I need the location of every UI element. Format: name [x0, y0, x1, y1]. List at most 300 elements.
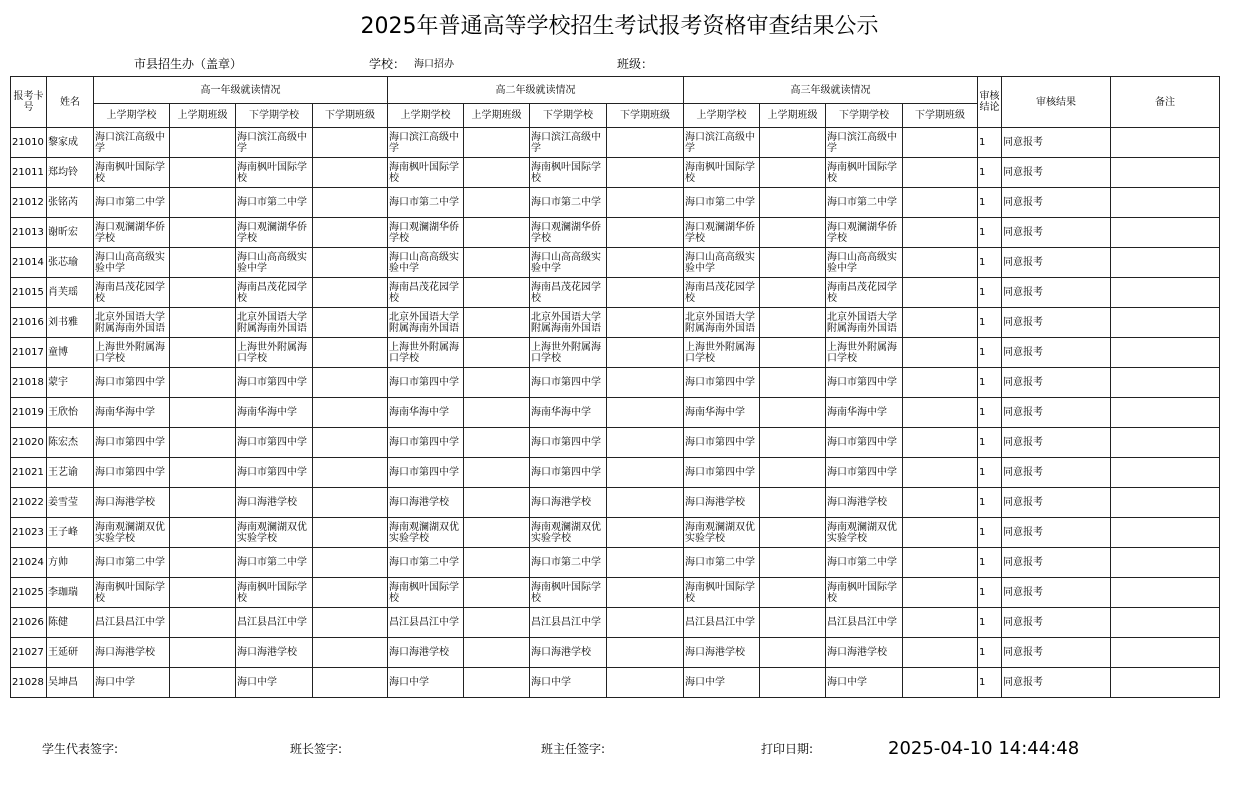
cell-name: 童博 [47, 338, 94, 368]
cell-grade3-lower-school: 海南枫叶国际学校 [826, 578, 903, 608]
cell-grade2-upper-school: 海南枫叶国际学校 [388, 158, 464, 188]
cell-grade1-upper-school: 海口海港学校 [94, 638, 170, 668]
cell-grade3-lower-school: 昌江县昌江中学 [826, 608, 903, 638]
cell-conclusion: 1 [978, 218, 1002, 248]
cell-grade2-upper-class [464, 518, 530, 548]
cell-grade1-upper-school: 海南华海中学 [94, 398, 170, 428]
cell-grade2-lower-school: 海口市第四中学 [530, 458, 607, 488]
subheader-lower-school: 下学期学校 [826, 104, 903, 128]
cell-result: 同意报考 [1002, 338, 1111, 368]
subheader-lower-class: 下学期班级 [903, 104, 978, 128]
cell-result: 同意报考 [1002, 638, 1111, 668]
cell-grade1-lower-school: 海口滨江高级中学 [236, 128, 313, 158]
cell-grade3-lower-school: 上海世外附属海口学校 [826, 338, 903, 368]
cell-grade3-lower-school: 海南观澜湖双优实验学校 [826, 518, 903, 548]
cell-grade2-lower-class [607, 428, 684, 458]
cell-grade1-upper-school: 海口海港学校 [94, 488, 170, 518]
cell-name: 陈宏杰 [47, 428, 94, 458]
cell-grade1-lower-class [313, 398, 388, 428]
cell-grade2-upper-class [464, 458, 530, 488]
cell-grade2-lower-class [607, 278, 684, 308]
cell-conclusion: 1 [978, 668, 1002, 698]
cell-grade1-lower-class [313, 578, 388, 608]
cell-grade1-upper-school: 北京外国语大学附属海南外国语 [94, 308, 170, 338]
cell-grade3-lower-class [903, 548, 978, 578]
cell-grade1-upper-school: 海口滨江高级中学 [94, 128, 170, 158]
cell-grade1-lower-school: 海南华海中学 [236, 398, 313, 428]
cell-exam-no: 21017 [11, 338, 47, 368]
cell-grade3-upper-class [760, 158, 826, 188]
cell-grade1-lower-class [313, 638, 388, 668]
cell-result: 同意报考 [1002, 188, 1111, 218]
cell-grade1-lower-school: 海口中学 [236, 668, 313, 698]
cell-grade3-upper-school: 海口滨江高级中学 [684, 128, 760, 158]
cell-result: 同意报考 [1002, 158, 1111, 188]
cell-remark [1111, 218, 1220, 248]
cell-grade1-upper-class [170, 308, 236, 338]
cell-grade3-lower-class [903, 518, 978, 548]
cell-grade1-upper-class [170, 488, 236, 518]
cell-grade1-upper-class [170, 248, 236, 278]
cell-remark [1111, 308, 1220, 338]
cell-grade1-lower-class [313, 308, 388, 338]
cell-grade3-upper-school: 海口市第二中学 [684, 188, 760, 218]
cell-grade2-upper-class [464, 578, 530, 608]
cell-grade2-upper-class [464, 338, 530, 368]
cell-grade2-lower-class [607, 398, 684, 428]
cell-grade2-lower-school: 海口市第四中学 [530, 368, 607, 398]
cell-result: 同意报考 [1002, 548, 1111, 578]
cell-grade1-lower-school: 海口观澜湖华侨学校 [236, 218, 313, 248]
cell-grade1-upper-school: 海南枫叶国际学校 [94, 158, 170, 188]
cell-conclusion: 1 [978, 368, 1002, 398]
cell-grade3-lower-school: 海口观澜湖华侨学校 [826, 218, 903, 248]
cell-remark [1111, 338, 1220, 368]
cell-grade1-lower-class [313, 338, 388, 368]
subheader-upper-class: 上学期班级 [464, 104, 530, 128]
cell-grade1-lower-school: 海口市第四中学 [236, 368, 313, 398]
cell-grade3-upper-class [760, 278, 826, 308]
cell-conclusion: 1 [978, 578, 1002, 608]
cell-grade2-lower-school: 海南观澜湖双优实验学校 [530, 518, 607, 548]
cell-name: 黎家成 [47, 128, 94, 158]
cell-grade3-upper-school: 海口观澜湖华侨学校 [684, 218, 760, 248]
cell-grade2-lower-class [607, 338, 684, 368]
cell-grade2-lower-class [607, 218, 684, 248]
cell-result: 同意报考 [1002, 488, 1111, 518]
cell-grade2-lower-class [607, 248, 684, 278]
cell-exam-no: 21018 [11, 368, 47, 398]
cell-grade2-upper-class [464, 488, 530, 518]
school-value: 海口招办 [414, 59, 454, 70]
cell-exam-no: 21011 [11, 158, 47, 188]
cell-exam-no: 21023 [11, 518, 47, 548]
cell-grade1-lower-school: 海口海港学校 [236, 638, 313, 668]
cell-grade1-upper-school: 海南观澜湖双优实验学校 [94, 518, 170, 548]
cell-remark [1111, 428, 1220, 458]
cell-grade3-lower-class [903, 488, 978, 518]
cell-grade3-lower-class [903, 128, 978, 158]
table-row [11, 278, 1220, 308]
cell-conclusion: 1 [978, 128, 1002, 158]
cell-grade3-upper-class [760, 488, 826, 518]
cell-grade1-upper-class [170, 398, 236, 428]
cell-grade2-upper-school: 海口滨江高级中学 [388, 128, 464, 158]
cell-grade1-upper-class [170, 458, 236, 488]
cell-grade3-lower-class [903, 158, 978, 188]
cell-grade2-lower-school: 海口山高高级实验中学 [530, 248, 607, 278]
cell-grade1-upper-class [170, 278, 236, 308]
cell-result: 同意报考 [1002, 668, 1111, 698]
cell-grade3-lower-class [903, 338, 978, 368]
cell-grade1-lower-class [313, 128, 388, 158]
cell-grade1-lower-school: 海南观澜湖双优实验学校 [236, 518, 313, 548]
cell-result: 同意报考 [1002, 518, 1111, 548]
cell-conclusion: 1 [978, 458, 1002, 488]
cell-grade2-upper-school: 海口市第四中学 [388, 458, 464, 488]
cell-grade3-lower-school: 海口市第二中学 [826, 188, 903, 218]
table-row [11, 398, 1220, 428]
cell-result: 同意报考 [1002, 578, 1111, 608]
cell-grade1-lower-school: 昌江县昌江中学 [236, 608, 313, 638]
cell-conclusion: 1 [978, 518, 1002, 548]
cell-grade2-upper-class [464, 128, 530, 158]
cell-grade1-lower-class [313, 218, 388, 248]
cell-conclusion: 1 [978, 188, 1002, 218]
cell-grade3-lower-class [903, 218, 978, 248]
cell-grade2-lower-school: 海南昌茂花园学校 [530, 278, 607, 308]
cell-conclusion: 1 [978, 608, 1002, 638]
cell-grade3-lower-school: 海南枫叶国际学校 [826, 158, 903, 188]
cell-exam-no: 21020 [11, 428, 47, 458]
cell-exam-no: 21022 [11, 488, 47, 518]
cell-grade1-upper-school: 海口市第四中学 [94, 428, 170, 458]
cell-conclusion: 1 [978, 638, 1002, 668]
cell-grade2-upper-class [464, 368, 530, 398]
cell-grade2-lower-class [607, 608, 684, 638]
cell-grade1-lower-school: 海口市第二中学 [236, 548, 313, 578]
cell-grade3-lower-class [903, 638, 978, 668]
cell-grade1-upper-class [170, 518, 236, 548]
cell-grade2-upper-class [464, 608, 530, 638]
table-row [11, 638, 1220, 668]
cell-grade1-upper-class [170, 218, 236, 248]
cell-grade2-upper-school: 海南枫叶国际学校 [388, 578, 464, 608]
table-row [11, 548, 1220, 578]
cell-exam-no: 21025 [11, 578, 47, 608]
group-header-grade2: 高二年级就读情况 [388, 77, 684, 104]
cell-grade2-upper-class [464, 218, 530, 248]
cell-grade1-lower-class [313, 458, 388, 488]
cell-grade2-upper-school: 海南华海中学 [388, 398, 464, 428]
cell-grade1-upper-class [170, 428, 236, 458]
cell-conclusion: 1 [978, 158, 1002, 188]
cell-name: 郑均铃 [47, 158, 94, 188]
cell-grade3-lower-class [903, 608, 978, 638]
cell-remark [1111, 488, 1220, 518]
cell-grade1-lower-school: 海口市第二中学 [236, 188, 313, 218]
cell-grade1-upper-class [170, 548, 236, 578]
cell-grade2-upper-class [464, 398, 530, 428]
cell-grade2-upper-school: 海口海港学校 [388, 638, 464, 668]
class-label: 班级： [617, 57, 654, 71]
cell-grade1-upper-school: 海南昌茂花园学校 [94, 278, 170, 308]
cell-grade1-upper-class [170, 338, 236, 368]
table-row [11, 488, 1220, 518]
cell-exam-no: 21026 [11, 608, 47, 638]
cell-grade1-upper-class [170, 638, 236, 668]
cell-grade2-upper-school: 海口市第四中学 [388, 428, 464, 458]
cell-grade3-upper-class [760, 458, 826, 488]
cell-grade3-lower-school: 海口海港学校 [826, 488, 903, 518]
cell-remark [1111, 518, 1220, 548]
cell-grade3-upper-school: 海口山高高级实验中学 [684, 248, 760, 278]
cell-result: 同意报考 [1002, 428, 1111, 458]
cell-grade2-lower-class [607, 368, 684, 398]
cell-exam-no: 21010 [11, 128, 47, 158]
monitor-sign-label: 班长签字: [290, 742, 343, 756]
cell-name: 谢昕宏 [47, 218, 94, 248]
cell-grade2-upper-class [464, 188, 530, 218]
cell-grade1-upper-class [170, 188, 236, 218]
cell-grade3-lower-class [903, 368, 978, 398]
col-header-result: 审核结果 [1002, 77, 1111, 128]
cell-grade2-lower-school: 海口中学 [530, 668, 607, 698]
table-row [11, 518, 1220, 548]
cell-grade2-upper-school: 海口市第二中学 [388, 548, 464, 578]
cell-grade2-lower-class [607, 668, 684, 698]
cell-name: 肖芙瑶 [47, 278, 94, 308]
cell-grade3-lower-class [903, 668, 978, 698]
cell-grade3-upper-school: 海口市第四中学 [684, 368, 760, 398]
cell-grade3-upper-school: 海南观澜湖双优实验学校 [684, 518, 760, 548]
cell-grade3-lower-school: 海南华海中学 [826, 398, 903, 428]
cell-exam-no: 21013 [11, 218, 47, 248]
cell-grade2-lower-class [607, 158, 684, 188]
print-date-value: 2025-04-10 14:44:48 [888, 738, 1080, 759]
cell-name: 李珈瑞 [47, 578, 94, 608]
cell-grade1-lower-class [313, 368, 388, 398]
cell-grade1-upper-school: 海南枫叶国际学校 [94, 578, 170, 608]
cell-remark [1111, 548, 1220, 578]
cell-grade2-lower-school: 海口市第四中学 [530, 428, 607, 458]
cell-exam-no: 21014 [11, 248, 47, 278]
cell-grade2-lower-class [607, 548, 684, 578]
cell-name: 王欣怡 [47, 398, 94, 428]
cell-conclusion: 1 [978, 488, 1002, 518]
cell-grade3-lower-class [903, 398, 978, 428]
cell-result: 同意报考 [1002, 398, 1111, 428]
table-row [11, 218, 1220, 248]
cell-grade1-lower-class [313, 158, 388, 188]
cell-remark [1111, 248, 1220, 278]
cell-grade1-lower-school: 海口山高高级实验中学 [236, 248, 313, 278]
cell-grade1-upper-school: 海口观澜湖华侨学校 [94, 218, 170, 248]
cell-grade1-lower-class [313, 188, 388, 218]
table-row [11, 368, 1220, 398]
subheader-upper-class: 上学期班级 [760, 104, 826, 128]
cell-grade1-lower-school: 海南昌茂花园学校 [236, 278, 313, 308]
cell-remark [1111, 638, 1220, 668]
review-table-container [10, 76, 1220, 698]
cell-remark [1111, 158, 1220, 188]
cell-grade2-upper-class [464, 158, 530, 188]
cell-grade3-lower-class [903, 428, 978, 458]
cell-grade2-lower-school: 海口海港学校 [530, 488, 607, 518]
cell-grade1-lower-class [313, 608, 388, 638]
cell-result: 同意报考 [1002, 128, 1111, 158]
col-header-remark: 备注 [1111, 77, 1220, 128]
cell-grade3-lower-class [903, 578, 978, 608]
cell-grade3-upper-class [760, 668, 826, 698]
cell-grade1-upper-class [170, 158, 236, 188]
cell-grade3-upper-school: 海口中学 [684, 668, 760, 698]
cell-name: 刘书雅 [47, 308, 94, 338]
review-table [10, 76, 1220, 698]
cell-exam-no: 21027 [11, 638, 47, 668]
cell-grade1-lower-school: 海口海港学校 [236, 488, 313, 518]
cell-remark [1111, 668, 1220, 698]
group-header-grade1: 高一年级就读情况 [94, 77, 388, 104]
school-label: 学校： [369, 57, 406, 71]
cell-name: 姜雪莹 [47, 488, 94, 518]
cell-grade2-lower-class [607, 128, 684, 158]
cell-result: 同意报考 [1002, 278, 1111, 308]
cell-result: 同意报考 [1002, 248, 1111, 278]
cell-grade1-upper-school: 海口山高高级实验中学 [94, 248, 170, 278]
cell-remark [1111, 458, 1220, 488]
cell-grade3-upper-class [760, 638, 826, 668]
cell-grade3-lower-school: 北京外国语大学附属海南外国语 [826, 308, 903, 338]
cell-grade2-upper-class [464, 638, 530, 668]
page-title: 2025年普通高等学校招生考试报考资格审查结果公示 [360, 14, 879, 39]
cell-grade3-upper-school: 海口市第四中学 [684, 428, 760, 458]
cell-grade3-lower-school: 海口市第四中学 [826, 458, 903, 488]
cell-result: 同意报考 [1002, 608, 1111, 638]
cell-grade3-upper-class [760, 308, 826, 338]
cell-grade3-lower-class [903, 278, 978, 308]
cell-grade3-upper-class [760, 608, 826, 638]
cell-grade2-upper-school: 海口观澜湖华侨学校 [388, 218, 464, 248]
cell-grade2-upper-school: 海口海港学校 [388, 488, 464, 518]
cell-grade2-lower-school: 昌江县昌江中学 [530, 608, 607, 638]
table-row [11, 308, 1220, 338]
subheader-upper-school: 上学期学校 [94, 104, 170, 128]
cell-grade1-lower-class [313, 428, 388, 458]
cell-grade3-lower-school: 海口山高高级实验中学 [826, 248, 903, 278]
cell-conclusion: 1 [978, 548, 1002, 578]
cell-grade3-upper-school: 海口海港学校 [684, 488, 760, 518]
cell-grade3-lower-class [903, 308, 978, 338]
print-date-label: 打印日期: [761, 742, 814, 756]
table-row [11, 248, 1220, 278]
cell-conclusion: 1 [978, 338, 1002, 368]
cell-conclusion: 1 [978, 428, 1002, 458]
cell-result: 同意报考 [1002, 368, 1111, 398]
cell-conclusion: 1 [978, 278, 1002, 308]
cell-name: 吴坤昌 [47, 668, 94, 698]
cell-name: 张铭芮 [47, 188, 94, 218]
cell-grade3-lower-class [903, 248, 978, 278]
teacher-sign-label: 班主任签字: [541, 742, 606, 756]
cell-name: 蒙宇 [47, 368, 94, 398]
cell-grade3-upper-class [760, 398, 826, 428]
cell-grade2-upper-school: 海口市第二中学 [388, 188, 464, 218]
cell-grade2-lower-school: 北京外国语大学附属海南外国语 [530, 308, 607, 338]
table-row [11, 668, 1220, 698]
cell-conclusion: 1 [978, 308, 1002, 338]
cell-grade1-upper-class [170, 368, 236, 398]
cell-name: 张芯瑜 [47, 248, 94, 278]
cell-grade2-upper-school: 海南观澜湖双优实验学校 [388, 518, 464, 548]
cell-grade2-lower-school: 海南枫叶国际学校 [530, 158, 607, 188]
table-row [11, 128, 1220, 158]
cell-remark [1111, 188, 1220, 218]
cell-grade3-lower-class [903, 188, 978, 218]
cell-result: 同意报考 [1002, 458, 1111, 488]
cell-grade3-upper-school: 海口海港学校 [684, 638, 760, 668]
cell-grade1-lower-class [313, 548, 388, 578]
cell-grade2-lower-school: 上海世外附属海口学校 [530, 338, 607, 368]
cell-grade1-lower-school: 海口市第四中学 [236, 458, 313, 488]
cell-grade2-lower-school: 海口滨江高级中学 [530, 128, 607, 158]
cell-exam-no: 21024 [11, 548, 47, 578]
cell-grade1-lower-school: 海口市第四中学 [236, 428, 313, 458]
table-row [11, 608, 1220, 638]
cell-grade3-upper-school: 海南昌茂花园学校 [684, 278, 760, 308]
cell-grade2-upper-school: 海口市第四中学 [388, 368, 464, 398]
cell-result: 同意报考 [1002, 218, 1111, 248]
cell-grade3-lower-school: 海南昌茂花园学校 [826, 278, 903, 308]
col-header-name: 姓名 [47, 77, 94, 128]
group-header-grade3: 高三年级就读情况 [684, 77, 978, 104]
cell-grade2-upper-school: 海南昌茂花园学校 [388, 278, 464, 308]
cell-grade1-upper-school: 海口市第二中学 [94, 548, 170, 578]
cell-grade1-lower-school: 海南枫叶国际学校 [236, 158, 313, 188]
cell-grade2-lower-class [607, 638, 684, 668]
cell-grade1-lower-class [313, 278, 388, 308]
table-row [11, 458, 1220, 488]
cell-grade2-lower-school: 海南华海中学 [530, 398, 607, 428]
cell-grade1-lower-school: 上海世外附属海口学校 [236, 338, 313, 368]
cell-exam-no: 21021 [11, 458, 47, 488]
cell-exam-no: 21012 [11, 188, 47, 218]
cell-grade3-lower-school: 海口市第四中学 [826, 368, 903, 398]
cell-grade2-lower-class [607, 578, 684, 608]
cell-name: 方帅 [47, 548, 94, 578]
cell-grade2-upper-school: 上海世外附属海口学校 [388, 338, 464, 368]
cell-exam-no: 21028 [11, 668, 47, 698]
cell-grade1-upper-school: 上海世外附属海口学校 [94, 338, 170, 368]
cell-grade2-upper-class [464, 668, 530, 698]
cell-grade1-lower-class [313, 248, 388, 278]
cell-result: 同意报考 [1002, 308, 1111, 338]
cell-grade1-upper-class [170, 128, 236, 158]
cell-name: 王艺谕 [47, 458, 94, 488]
table-row [11, 338, 1220, 368]
cell-grade2-upper-class [464, 248, 530, 278]
cell-grade3-upper-school: 海口市第四中学 [684, 458, 760, 488]
cell-grade1-upper-school: 海口市第二中学 [94, 188, 170, 218]
cell-grade1-upper-school: 昌江县昌江中学 [94, 608, 170, 638]
office-label: 市县招生办（盖章） [134, 57, 243, 71]
subheader-upper-class: 上学期班级 [170, 104, 236, 128]
cell-grade3-upper-class [760, 338, 826, 368]
cell-grade3-upper-class [760, 428, 826, 458]
cell-name: 王延研 [47, 638, 94, 668]
table-row [11, 188, 1220, 218]
cell-grade1-lower-class [313, 518, 388, 548]
